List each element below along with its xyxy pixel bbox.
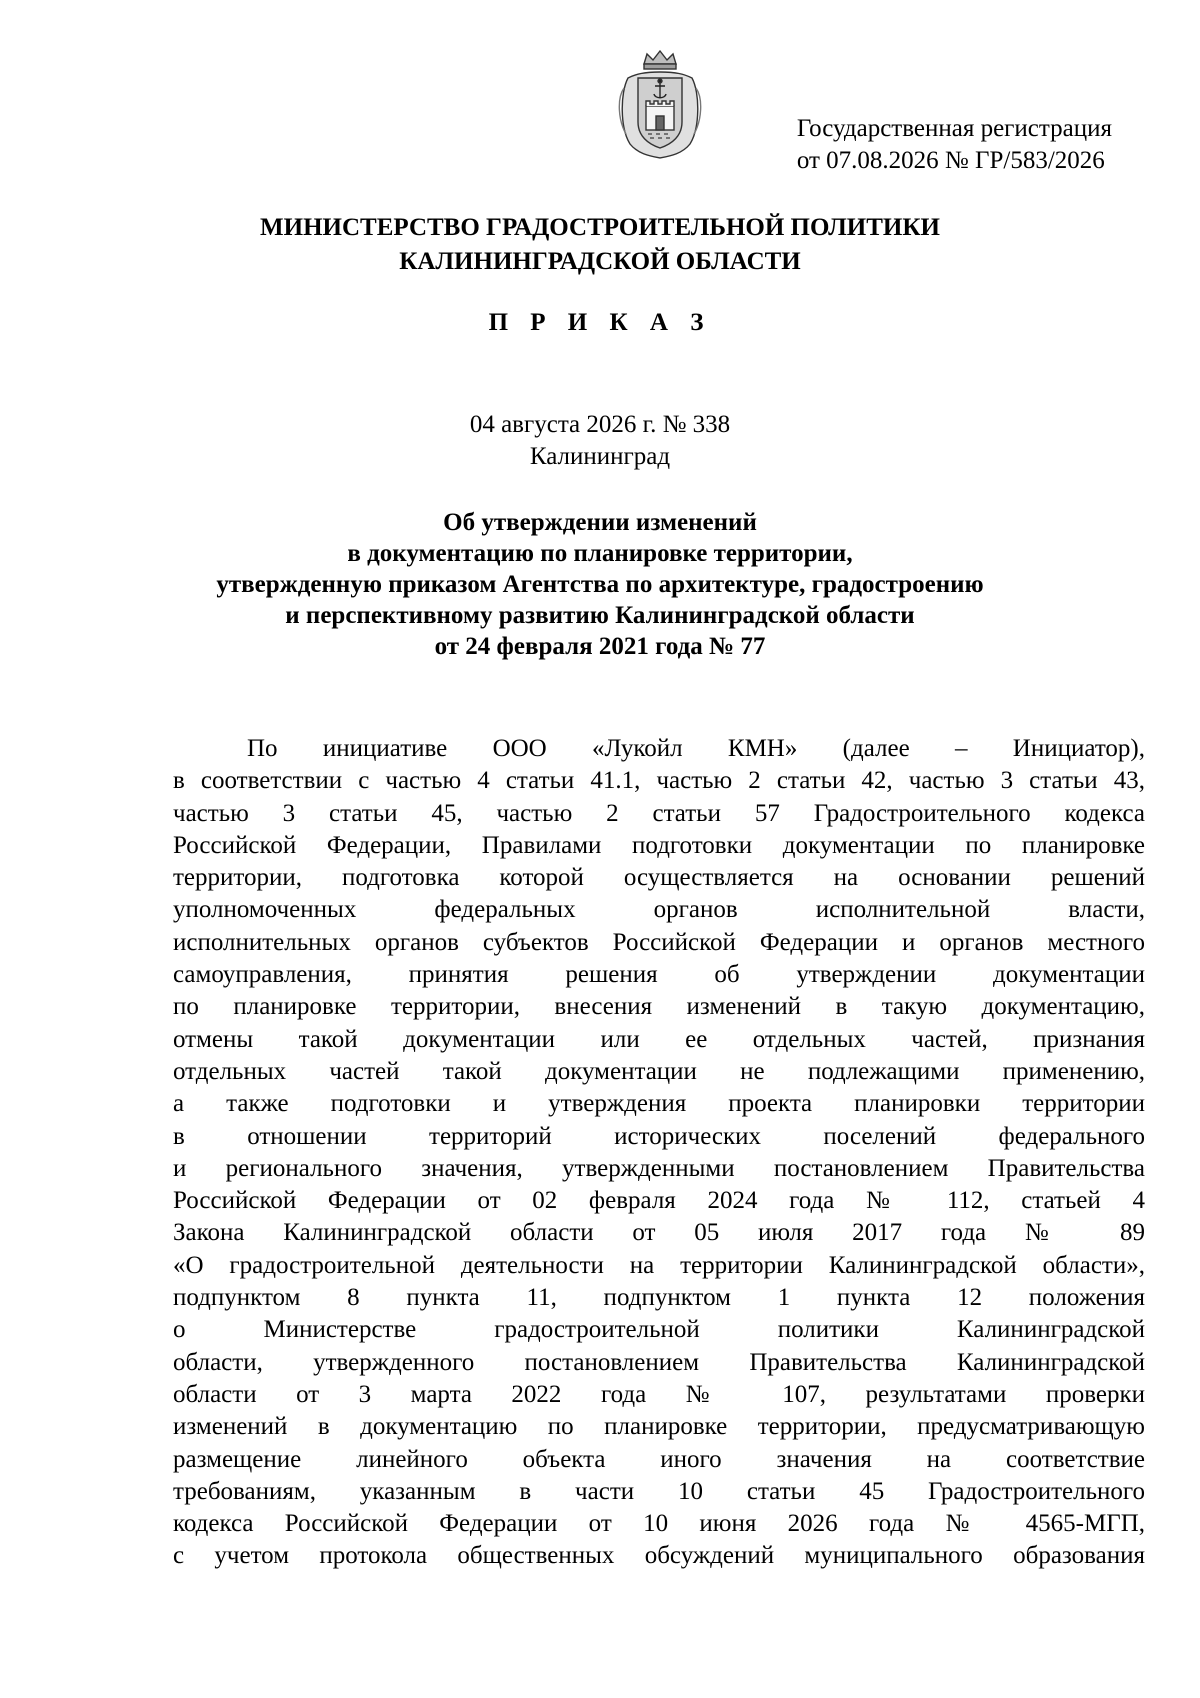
body-line: «О градостроительной деятельности на территории Калининградской области»,: [173, 1251, 1145, 1279]
body-line: подпунктом 8 пункта 11, подпунктом 1 пункта 12 положения: [173, 1284, 1145, 1312]
registration-label: Государственная регистрация: [796, 115, 1112, 142]
coat-of-arms-emblem: [614, 48, 706, 160]
ministry-name-line-2: КАЛИНИНГРАДСКОЙ ОБЛАСТИ: [399, 248, 801, 275]
body-line: самоуправления, принятия решения об утверждении документации: [173, 961, 1145, 989]
order-subject: [0, 507, 1200, 662]
document-type-title: П Р И К А З: [488, 309, 712, 336]
body-line: Российской Федерации от 02 февраля 2024 года № 112, статьей 4: [173, 1187, 1145, 1215]
state-registration: [797, 113, 1112, 177]
subject-line-2: в документацию по планировке территории,: [347, 540, 853, 567]
body-line: с учетом протокола общественных обсуждений муниципального образования: [173, 1542, 1145, 1570]
body-line: По инициативе ООО «Лукойл КМН» (далее – Инициатор),: [247, 735, 1145, 762]
preamble-paragraph: [173, 733, 1145, 1573]
body-line: области от 3 марта 2022 года № 107, результатами проверки: [173, 1380, 1145, 1408]
body-line: в отношении территорий исторических поселений федерального: [173, 1122, 1145, 1150]
order-date-block: [0, 409, 1200, 473]
body-line: территории, подготовка которой осуществляется на основании решений: [173, 864, 1145, 892]
body-line: исполнительных органов субъектов Российской Федерации и органов местного: [173, 928, 1145, 956]
body-line: размещение линейного объекта иного значения на соответствие: [173, 1445, 1145, 1473]
body-line: по планировке территории, внесения изменений в такую документацию,: [173, 993, 1145, 1021]
subject-line-1: Об утверждении изменений: [443, 509, 757, 536]
ministry-header: [0, 211, 1200, 279]
subject-line-5: от 24 февраля 2021 года № 77: [434, 633, 766, 660]
subject-line-3: утвержденную приказом Агентства по архитектуре, градостроению: [216, 571, 984, 598]
body-line: Закона Калининградской области от 05 июля 2017 года № 89: [173, 1219, 1145, 1247]
body-line: Российской Федерации, Правилами подготовки документации по планировке: [173, 831, 1145, 859]
body-line: области, утвержденного постановлением Правительства Калининградской: [173, 1348, 1145, 1376]
body-line: а также подготовки и утверждения проекта планировки территории: [173, 1090, 1145, 1118]
ministry-name-line-1: МИНИСТЕРСТВО ГРАДОСТРОИТЕЛЬНОЙ ПОЛИТИКИ: [260, 214, 940, 241]
body-line: частью 3 статьи 45, частью 2 статьи 57 Градостроительного кодекса: [173, 799, 1145, 827]
body-line: уполномоченных федеральных органов исполнительной власти,: [173, 896, 1145, 924]
order-city: Калининград: [529, 443, 671, 470]
body-line: о Министерстве градостроительной политики Калининградской: [173, 1316, 1145, 1344]
body-line: отмены такой документации или ее отдельных частей, признания: [173, 1025, 1145, 1053]
body-line: требованиям, указанным в части 10 статьи 45 Градостроительного: [173, 1477, 1145, 1505]
order-date-number: 04 августа 2026 г. № 338: [469, 411, 731, 438]
subject-line-4: и перспективному развитию Калининградской области: [285, 602, 915, 629]
body-line: изменений в документацию по планировке территории, предусматривающую: [173, 1413, 1145, 1441]
body-line: в соответствии с частью 4 статьи 41.1, частью 2 статьи 42, частью 3 статьи 43,: [173, 767, 1145, 795]
registration-number: от 07.08.2026 № ГР/583/2026: [796, 147, 1105, 174]
body-line: и регионального значения, утвержденными постановлением Правительства: [173, 1154, 1145, 1182]
body-line: кодекса Российской Федерации от 10 июня 2026 года № 4565-МГП,: [173, 1510, 1145, 1538]
body-line: отдельных частей такой документации не подлежащими применению,: [173, 1057, 1145, 1085]
